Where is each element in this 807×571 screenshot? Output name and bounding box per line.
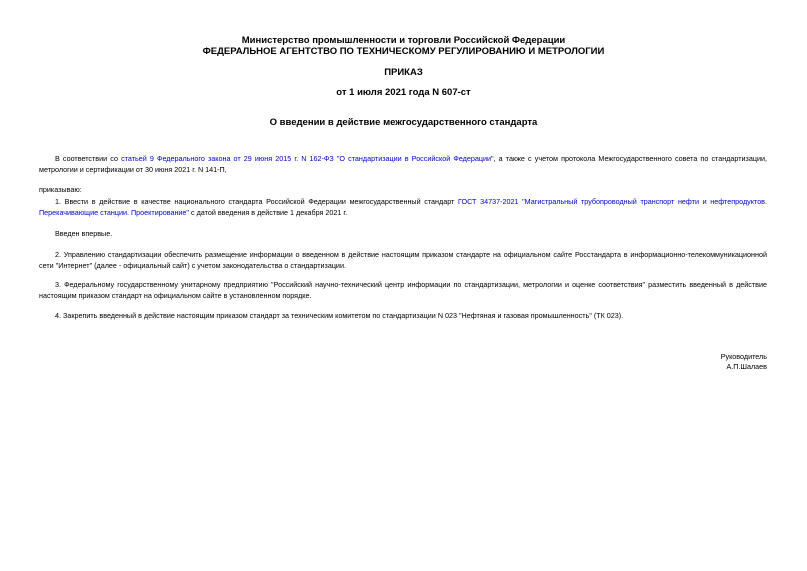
gost-standard-link[interactable]: ГОСТ 34737-2021 "Магистральный трубопроводный транспорт нефти и нефтепродуктов. Перекачивающие станции. Проектирование" [39,197,768,217]
decree-line: приказываю: [39,185,82,194]
order-subject: О введении в действие межгосударственного стандарта [269,117,538,128]
item-2-paragraph: 2. Управлению стандартизации обеспечить размещение информации о введенном в действие настоящим приказом стандарте на официальном сайте Росстандарта в информационно-телекоммуникационной сети "Интернет" (далее - официальный сайт) с учетом законодательства о стандартизации. [39,250,767,270]
item-1-prefix: 1. Ввести в действие в качестве национального стандарта Российской Федерации межгосударственный стандарт [55,197,459,206]
item-4-paragraph: 4. Закрепить введенный в действие настоящим приказом стандарт за техническим комитетом по стандартизации N 023 "Нефтяная и газовая промышленность" (ТК 023). [55,311,624,320]
item-3-paragraph: 3. Федеральному государственному унитарному предприятию "Российский научно-технический центр информации по стандартизации, метрологии и оценке соответствия" разместить введенный в действие настоящим приказом стандарт на официальном сайте в установленном порядке. [39,280,767,300]
preamble-prefix: В соответствии со [55,154,122,163]
item-1-suffix: с датой введения в действие 1 декабря 2021 г. [188,207,348,217]
item-1-paragraph [39,197,767,218]
federal-law-link[interactable]: статьей 9 Федерального закона от 29 июня 2015 г. N 162-ФЗ "О стандартизации в Российской Федерации" [121,154,494,163]
document-type: ПРИКАЗ [384,67,423,78]
ministry-name: Министерство промышленности и торговли Российской Федерации [241,35,566,46]
introduced-first-time: Введен впервые. [55,229,113,238]
preamble-paragraph [39,154,767,175]
agency-name: ФЕДЕРАЛЬНОЕ АГЕНТСТВО ПО ТЕХНИЧЕСКОМУ РЕГУЛИРОВАНИЮ И МЕТРОЛОГИИ [202,46,605,57]
signatory-name: А.П.Шалаев [726,362,767,371]
order-date-number: от 1 июля 2021 года N 607-ст [336,87,471,98]
preamble-suffix: , а также с учетом протокола Межгосударственного совета по стандартизации, метрологии и сертификации от 30 июня 2021 г. N 141-П, [39,154,767,174]
signatory-position: Руководитель [720,352,767,361]
